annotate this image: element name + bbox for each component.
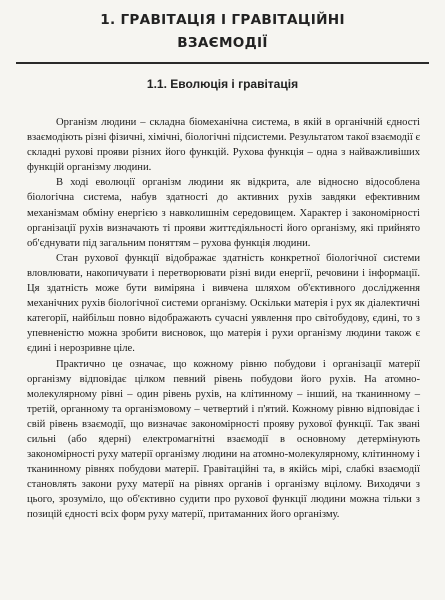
chapter-title <box>0 0 445 55</box>
chapter-title-line-1: 1. ГРАВІТАЦІЯ І ГРАВІТАЦІЙНІ <box>100 12 345 28</box>
section-title: 1.1. Еволюція і гравітація <box>146 77 299 91</box>
chapter-divider <box>16 62 429 64</box>
chapter-title-line-2: ВЗАЄМОДІЇ <box>177 35 268 51</box>
paragraph-4: Практично це означає, що кожному рівню побудови і організації матерії організму відповідає цілком певний рівень побудови його рухів. На атомно-молекулярному рівні – один рівень рухів, на клітинному – інший, на тканинному – третій, органному та організмовому – четвертий і п'ятий. Кожному рівню відповідає і свій рівень взаємодії, що визначає закономірності прояву рухової функції. Так звані сильні (або ядерні) електромагнітні взаємодії в основному детермінують закономірності руху матерії організму людини на атомно-молекулярному, клітинному і тканинному рівнях побудови матерії. Гравітаційні та, в якійсь мірі, слабкі взаємодії становлять закони руху матерії на рівнях органів і організму вцілому. Виходячи з цього, зрозуміло, що об'єктивно судити про рухової функції людини можна тільки з позицій єдності всіх форм руху матерії, притаманних його організму. <box>27 358 420 521</box>
paragraph-1: Організм людини – складна біомеханічна система, в якій в органічній єдності взаємодіють різні фізичні, хімічні, біологічні підсистеми. Результатом такої взаємодії є складні рухові прояви різних його функцій. Рухова функція – одна з найважливіших функцій організму людини. <box>27 117 420 174</box>
paragraph-2: В ході еволюції організм людини як відкрита, але відносно відособлена біологічна система, набув здатності до активних рухів завдяки ефективним механізмам обміну енергією з навколишнім середовищем. Характер і закономірності організації рухів визначають ті прояви життєдіяльності його організму, які прийнято об'єднувати під загальним поняттям – рухова функція людини. <box>27 177 420 249</box>
body-text <box>27 115 420 523</box>
paragraph-3: Стан рухової функції відображає здатність конкретної біологічної системи вловлювати, накопичувати і перетворювати різні види енергії, речовини і інформації. Ця здатність може бути виміряна і вивчена шляхом об'єктивного дослідження механічних рухів біологічної системи організму. Оскільки матерія і рух як діалектичні категорії, найбільш повно відображають сучасні уявлення про світобудову, єдині, то з упевненістю можна зробити висновок, що матерія і рухи організму людини також є єдині і нерозривне ціле. <box>27 252 420 355</box>
